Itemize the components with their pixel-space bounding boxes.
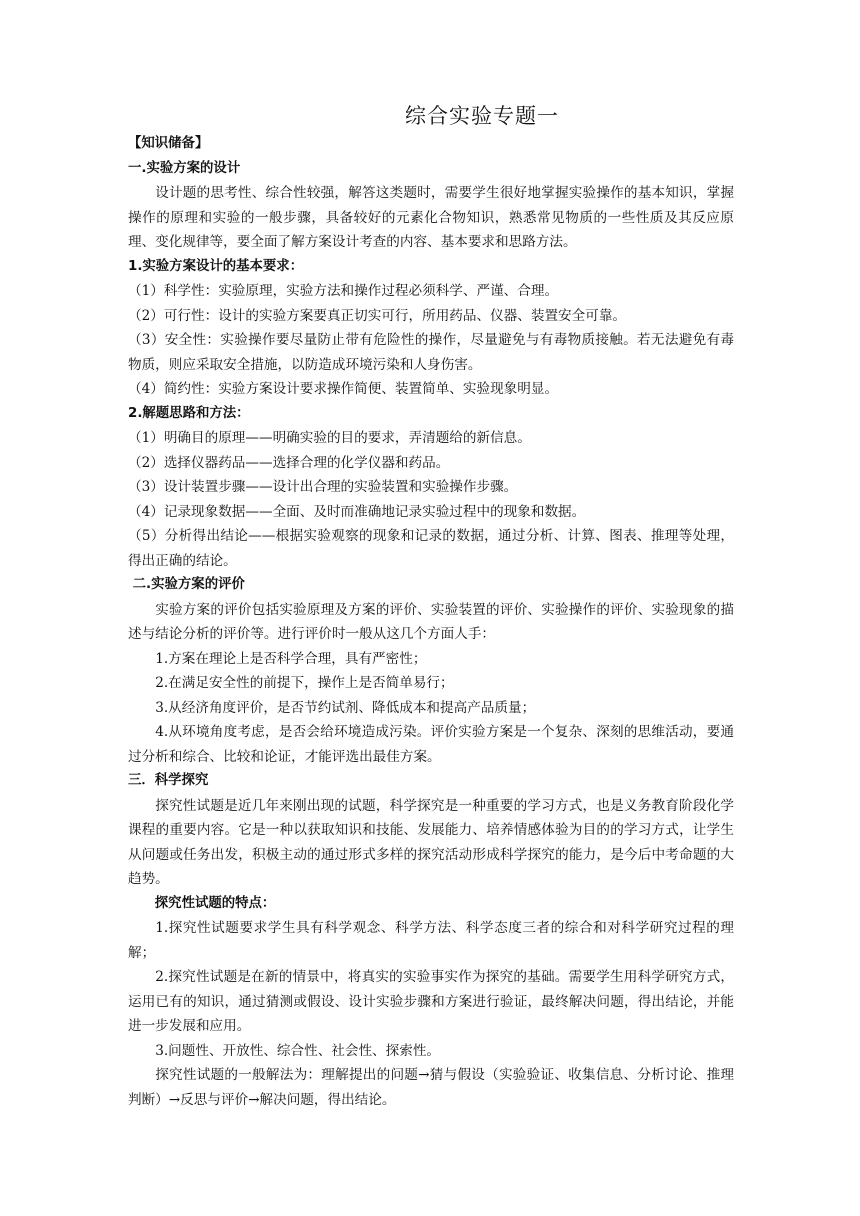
section1-intro: 设计题的思考性、综合性较强，解答这类题时，需要学生很好地掌握实验操作的基本知识，掌握操作的原理和实验的一般步骤，具备较好的元素化合物知识，熟悉常见物质的一些性质及其反应原理、变化规律等，要全面了解方案设计考查的内容、基本要求和思路方法。	[128, 185, 734, 250]
knowledge-header: 【知识储备】	[128, 136, 209, 151]
method-item: （5）分析得出结论——根据实验观察的现象和记录的数据，通过分析、计算、图表、推理等处理，得出正确的结论。	[128, 528, 734, 569]
requirement-item: （2）可行性：设计的实验方案要真正切实可行，所用药品、仪器、装置安全可靠。	[128, 307, 627, 324]
feature-item: 2.探究性试题是在新的情景中，将真实的实验事实作为探究的基础。需要学生用科学研究方式，运用已有的知识，通过猜测或假设、设计实验步骤和方案进行验证，最终解决问题，得出结论，并能进一步发展和应用。	[128, 969, 734, 1034]
evaluation-item: 1.方案在理论上是否科学合理，具有严密性；	[155, 650, 427, 667]
requirement-item: （1）科学性：实验原理，实验方法和操作过程必须科学、严谨、合理。	[128, 283, 559, 299]
section2-intro: 实验方案的评价包括实验原理及方案的评价、实验装置的评价、实验操作的评价、实验现象的描述与结论分析的评价等。进行评价时一般从这几个方面人手：	[128, 601, 734, 642]
requirement-item: （4）简约性：实验方案设计要求操作简便、装置简单、实验现象明显。	[128, 381, 559, 397]
feature-item: 3.问题性、开放性、综合性、社会性、探索性。	[155, 1042, 441, 1059]
method-item: （2）选择仪器药品——选择合理的化学仪器和药品。	[128, 454, 450, 471]
section1-sub2: 2.解题思路和方法：	[128, 405, 250, 421]
evaluation-item: 3.从经济角度评价，是否节约试剂、降低成本和提高产品质量；	[155, 699, 536, 716]
section1-heading: 一.实验方案的设计	[128, 160, 241, 176]
evaluation-item: 4.从环境角度考虑，是否会给环境造成污染。评价实验方案是一个复杂、深刻的思维活动，要通过分析和综合、比较和论证，才能评选出最佳方案。	[128, 724, 734, 765]
features-heading: 探究性试题的特点：	[154, 895, 276, 911]
section2-heading: 二.实验方案的评价	[128, 577, 245, 592]
section1-sub1: 1.实验方案设计的基本要求：	[128, 258, 304, 274]
section3-heading: 三．科学探究	[128, 773, 209, 788]
requirement-item: （3）安全性：实验操作要尽量防止带有危险性的操作，尽量避免与有毒物质接触。若无法避免有毒物质，则应采取安全措施，以防造成环境污染和人身伤害。	[128, 332, 734, 373]
feature-item: 1.探究性试题要求学生具有科学观念、科学方法、科学态度三者的综合和对科学研究过程的理解；	[128, 920, 734, 961]
method-item: （4）记录现象数据——全面、及时而准确地记录实验过程中的现象和数据。	[128, 503, 586, 520]
method-item: （1）明确目的原理——明确实验的目的要求，弄清题给的新信息。	[128, 430, 531, 446]
evaluation-item: 2.在满足安全性的前提下，操作上是否简单易行；	[155, 675, 454, 691]
document-body	[128, 132, 734, 1112]
document-title: 综合实验专题一	[405, 104, 559, 128]
solution-method: 探究性试题的一般解法为：理解提出的问题→猜与假设（实验验证、收集信息、分析讨论、推理判断）→反思与评价→解决问题，得出结论。	[128, 1067, 734, 1108]
method-item: （3）设计装置步骤——设计出合理的实验装置和实验操作步骤。	[128, 479, 518, 495]
section3-intro: 探究性试题是近几年来刚出现的试题，科学探究是一种重要的学习方式，也是义务教育阶段化学课程的重要内容。它是一种以获取知识和技能、发展能力、培养情感体验为目的的学习方式，让学生从问题或任务出发，积极主动的通过形式多样的探究活动形成科学探究的能力，是今后中考命题的大趋势。	[128, 797, 734, 887]
